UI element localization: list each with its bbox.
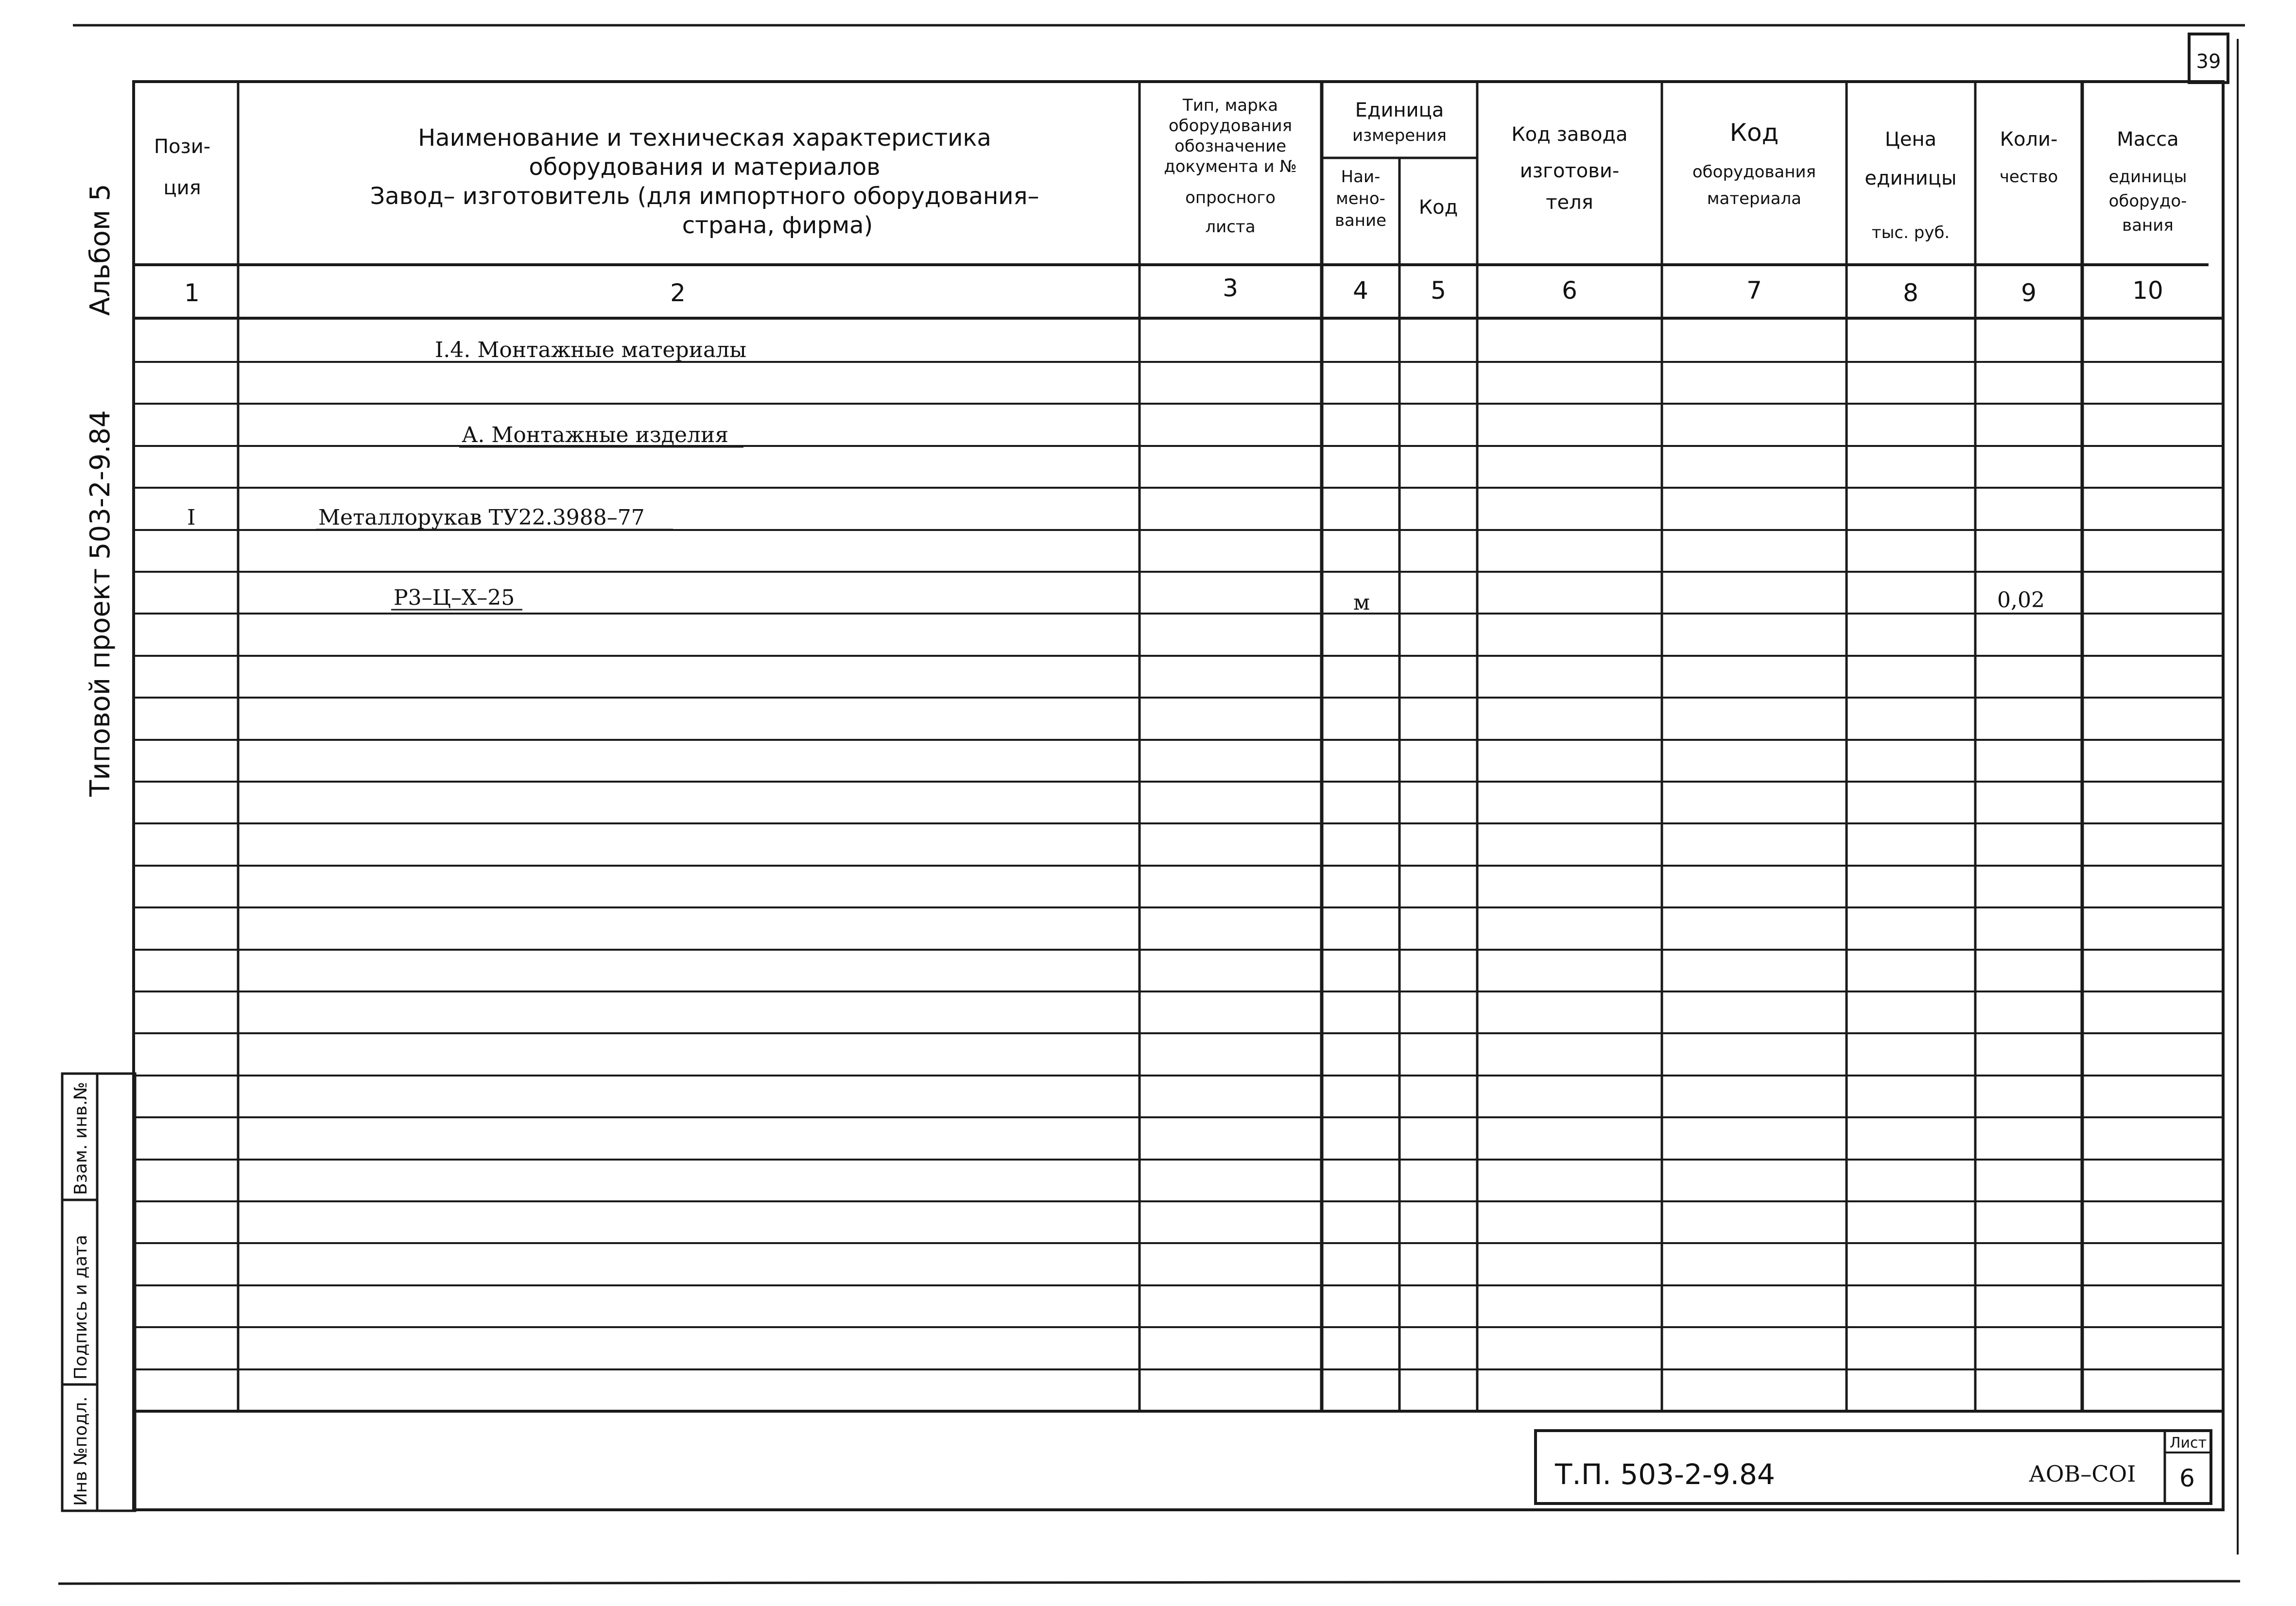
header-col5: Код [1418, 196, 1458, 219]
header-col3-line5: опросного [1185, 188, 1276, 207]
header-col10-line1: Масса [2117, 128, 2179, 151]
column-number: 2 [670, 279, 686, 307]
header-col4-line1: Наи- [1341, 167, 1381, 187]
stamp-field-replacement: Взам. инв.№ [71, 1082, 91, 1195]
header-col2-line4: страна, фирма) [682, 212, 873, 239]
header-col8-line3: тыс. руб. [1871, 223, 1950, 242]
column-number: 10 [2132, 276, 2163, 305]
header-col10-line4: вания [2122, 216, 2174, 235]
header-col2-line2: оборудования и материалов [529, 154, 880, 181]
header-units-line2: измерения [1352, 126, 1447, 145]
column-number: 8 [1903, 279, 1918, 307]
sheet-value: 6 [2179, 1464, 2195, 1492]
header-col9-line2: чество [1999, 167, 2058, 187]
column-numbers-row [184, 274, 2163, 307]
row-1-name: I.4. Монтажные материалы [435, 338, 747, 362]
table-body [187, 338, 2045, 615]
header-col3-line1: Тип, марка [1182, 96, 1278, 115]
column-number: 1 [184, 279, 200, 307]
column-number: 5 [1431, 276, 1446, 305]
header-col4-line3: вание [1334, 211, 1387, 230]
header-col3-line2: оборудования [1168, 116, 1293, 136]
header-col6-line2: изготови- [1519, 160, 1620, 182]
album-label: Альбом 5 [85, 184, 116, 316]
header-col10-line2: единицы [2108, 167, 2187, 187]
column-number: 4 [1353, 276, 1368, 305]
column-number: 3 [1223, 274, 1238, 302]
stamp-strip [62, 1074, 135, 1511]
header-col6-line3: теля [1546, 191, 1593, 214]
column-number: 7 [1746, 276, 1762, 305]
row-3-name: Металлорукав ТУ22.3988–77 [318, 505, 645, 530]
header-col7-line1: Код [1729, 119, 1779, 147]
header-col3-line4: документа и № [1164, 157, 1297, 176]
row-4-name: Р3–Ц–Х–25 [394, 585, 515, 610]
table-header [154, 96, 2187, 242]
header-col2-line3: Завод– изготовитель (для импортного оборудования– [370, 183, 1039, 210]
header-col2-line1: Наименование и техническая характеристика [418, 124, 991, 152]
column-number: 6 [1562, 276, 1577, 305]
header-col9-line1: Коли- [2000, 128, 2058, 151]
stamp-field-inv: Инв №подл. [71, 1396, 91, 1506]
header-col6-line1: Код завода [1511, 123, 1628, 146]
sheet-number: 39 [2196, 51, 2221, 73]
stamp-field-signature: Подпись и дата [71, 1234, 91, 1380]
doc-code: Т.П. 503-2-9.84 [1555, 1458, 1775, 1491]
header-col1-line1: Пози- [154, 136, 211, 158]
column-separators [238, 82, 2082, 1411]
header-units-line1: Единица [1355, 99, 1444, 121]
header-col8-line2: единицы [1864, 167, 1957, 189]
row-4-unit: м [1353, 590, 1370, 615]
header-col1-line2: ция [163, 177, 201, 199]
project-label: Типовой проект 503-2-9.84 [85, 410, 116, 797]
doc-mark: АОВ–СОI [2029, 1461, 2136, 1487]
header-col3-line3: обозначение [1174, 137, 1286, 156]
header-col7-line3: материала [1707, 189, 1802, 208]
bottom-edge-line [58, 1581, 2240, 1584]
row-2-name: А. Монтажные изделия [462, 423, 729, 447]
sheet-label: Лист [2170, 1435, 2207, 1452]
header-col10-line3: оборудо- [2108, 191, 2187, 211]
title-block [1536, 1431, 2211, 1503]
column-number: 9 [2021, 279, 2037, 307]
row-4-quantity: 0,02 [1997, 588, 2045, 613]
header-col7-line2: оборудования [1692, 162, 1816, 182]
row-3-position: I [187, 505, 196, 530]
header-col3-line6: листа [1205, 217, 1256, 237]
header-col4-line2: мено- [1336, 189, 1385, 208]
header-col8-line1: Цена [1884, 128, 1937, 151]
